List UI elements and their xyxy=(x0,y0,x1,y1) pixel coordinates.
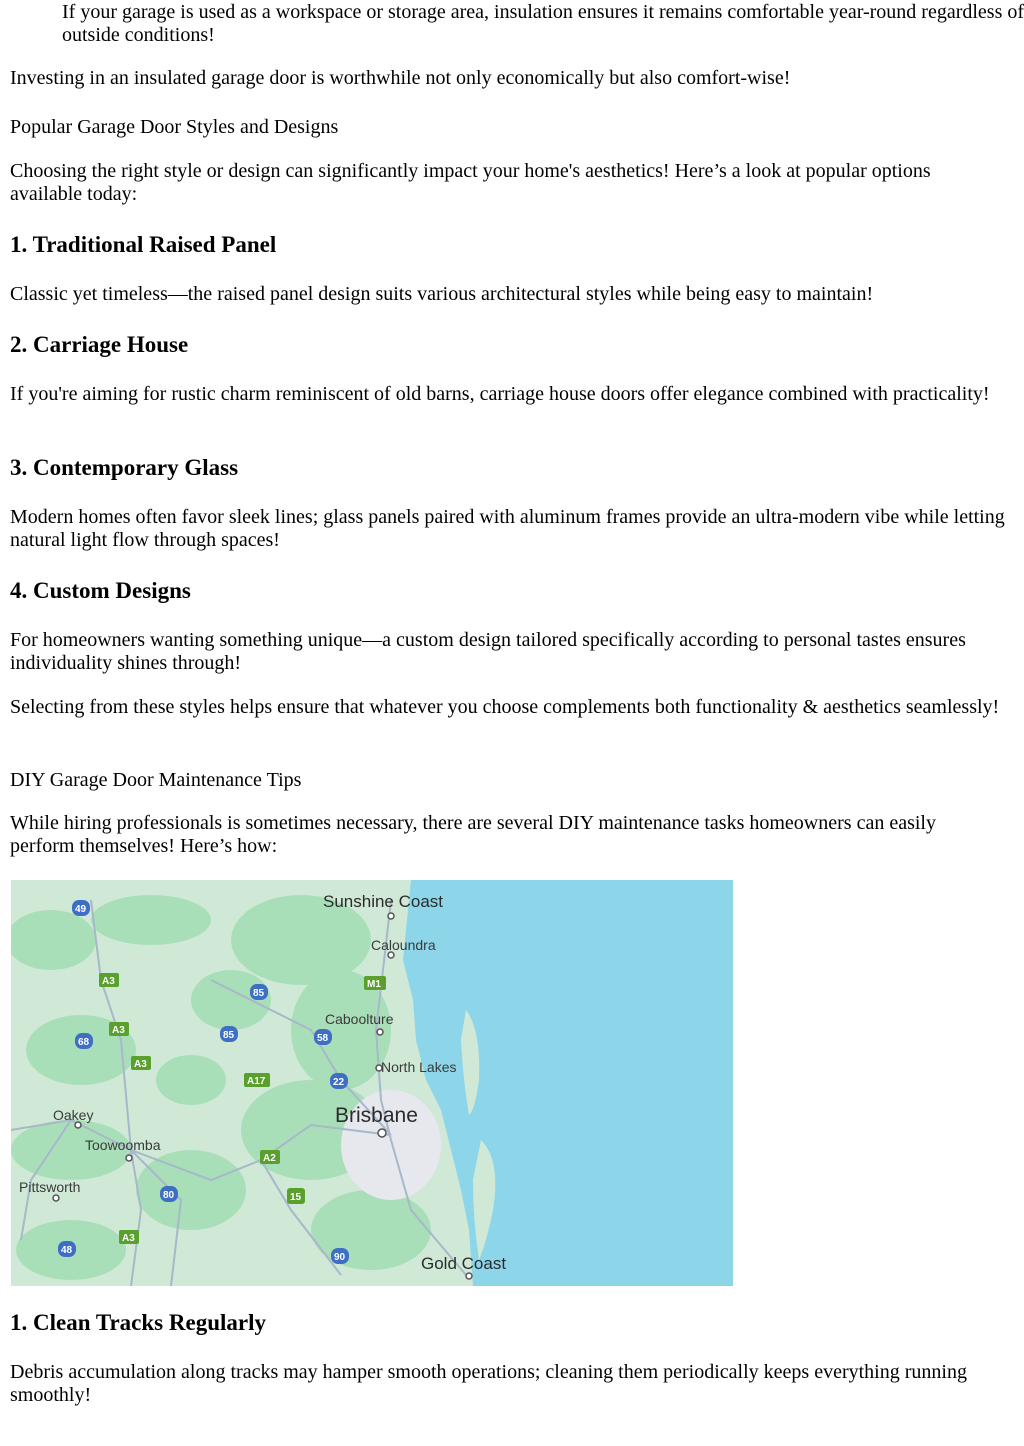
insulation-bullet-text: If your garage is used as a workspace or storage area, insulation ensures it remains comfortable year-round regardless of outside conditions! xyxy=(62,1,1024,46)
label-gold-coast: Gold Coast xyxy=(421,1254,507,1273)
svg-text:M1: M1 xyxy=(367,979,381,990)
svg-text:A3: A3 xyxy=(122,1233,135,1244)
shield-a3 xyxy=(119,1230,139,1244)
insulation-conclusion: Investing in an insulated garage door is worthwhile not only economically but also comfort-wise! xyxy=(10,67,791,89)
svg-text:85: 85 xyxy=(223,1030,235,1041)
shield-85 xyxy=(220,1026,238,1042)
svg-text:85: 85 xyxy=(253,988,265,999)
svg-text:15: 15 xyxy=(290,1192,302,1203)
svg-text:A3: A3 xyxy=(134,1059,147,1070)
svg-text:80: 80 xyxy=(163,1190,175,1201)
styles-section-intro: Choosing the right style or design can significantly impact your home's aesthetics! Here’s a look at popular options available today: xyxy=(10,160,931,205)
style-text-4: For homeowners wanting something unique—a custom design tailored specifically according to personal tastes ensures individuality shines through! xyxy=(10,629,966,674)
stradbroke-island xyxy=(473,1140,495,1260)
moreton-island xyxy=(461,1010,479,1115)
diy-section-intro: While hiring professionals is sometimes necessary, there are several DIY maintenance tasks homeowners can easily perform themselves! Here’s how: xyxy=(10,812,936,857)
label-caboolture: Caboolture xyxy=(325,1011,394,1027)
shield-58 xyxy=(314,1029,332,1045)
svg-text:A2: A2 xyxy=(263,1153,276,1164)
svg-text:A3: A3 xyxy=(102,976,115,987)
label-toowoomba: Toowoomba xyxy=(85,1137,161,1153)
style-heading-3: 3. Contemporary Glass xyxy=(10,455,239,480)
label-pittsworth: Pittsworth xyxy=(19,1179,81,1195)
styles-conclusion: Selecting from these styles helps ensure that whatever you choose complements both functionality & aesthetics seamlessly! xyxy=(10,696,1000,718)
shield-48 xyxy=(58,1241,76,1257)
shield-22 xyxy=(330,1073,348,1089)
svg-text:58: 58 xyxy=(317,1033,329,1044)
shield-m1 xyxy=(364,976,386,990)
label-caloundra: Caloundra xyxy=(371,937,436,953)
map-canvas xyxy=(11,880,733,1286)
shield-80 xyxy=(160,1186,178,1202)
label-north-lakes: North Lakes xyxy=(381,1059,457,1075)
diy-section-title: DIY Garage Door Maintenance Tips xyxy=(10,769,302,791)
shield-68 xyxy=(75,1033,93,1049)
style-heading-1: 1. Traditional Raised Panel xyxy=(10,232,277,257)
label-sunshine-coast: Sunshine Coast xyxy=(323,892,444,911)
region-map[interactable] xyxy=(11,880,733,1286)
svg-text:A17: A17 xyxy=(247,1076,266,1087)
label-brisbane: Brisbane xyxy=(335,1104,418,1127)
shield-15 xyxy=(287,1188,305,1204)
shield-a3 xyxy=(131,1056,151,1070)
svg-text:49: 49 xyxy=(75,904,87,915)
svg-text:68: 68 xyxy=(78,1037,90,1048)
shield-a3 xyxy=(109,1022,129,1036)
style-heading-2: 2. Carriage House xyxy=(10,332,189,357)
diy-heading-1: 1. Clean Tracks Regularly xyxy=(10,1310,266,1335)
style-text-3: Modern homes often favor sleek lines; glass panels paired with aluminum frames provide an ultra-modern vibe while letting natural light flow through spaces! xyxy=(10,506,1005,551)
shield-90 xyxy=(331,1248,349,1264)
shield-a17 xyxy=(244,1073,270,1087)
style-heading-4: 4. Custom Designs xyxy=(10,578,191,603)
style-text-2: If you're aiming for rustic charm reminiscent of old barns, carriage house doors offer elegance combined with practicality! xyxy=(10,383,990,405)
shield-a2 xyxy=(260,1150,280,1164)
svg-text:48: 48 xyxy=(61,1245,73,1256)
diy-text-1: Debris accumulation along tracks may hamper smooth operations; cleaning them periodically keeps everything running smoothly! xyxy=(10,1361,967,1406)
shield-49 xyxy=(72,900,90,916)
svg-text:90: 90 xyxy=(334,1252,346,1263)
style-text-1: Classic yet timeless—the raised panel design suits various architectural styles while being easy to maintain! xyxy=(10,283,874,305)
shield-a3 xyxy=(99,973,119,987)
styles-section-title: Popular Garage Door Styles and Designs xyxy=(10,116,339,138)
svg-text:A3: A3 xyxy=(112,1025,125,1036)
svg-text:22: 22 xyxy=(333,1077,345,1088)
label-oakey: Oakey xyxy=(53,1107,94,1123)
shield-85 xyxy=(250,984,268,1000)
